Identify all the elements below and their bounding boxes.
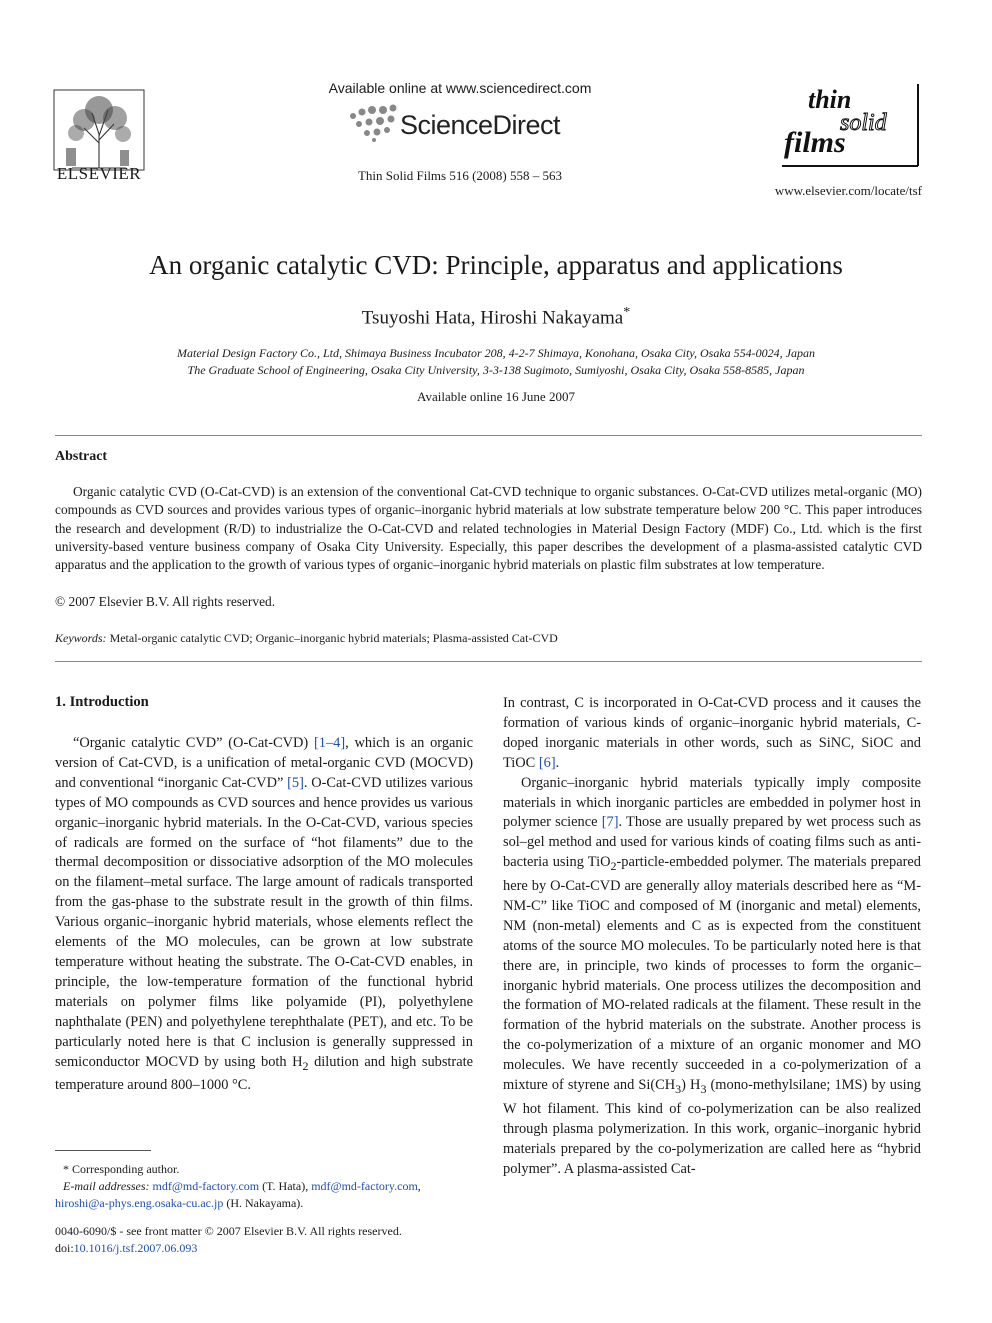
publisher-name: ELSEVIER (56, 164, 142, 183)
keywords-text: Metal-organic catalytic CVD; Organic–inorganic hybrid materials; Plasma-assisted Cat-CVD (106, 631, 558, 645)
corresponding-author-mark[interactable]: * (623, 305, 631, 320)
subscript: 2 (302, 1058, 309, 1073)
body-column-left (55, 734, 473, 1096)
reference-link[interactable]: [5] (287, 774, 304, 791)
divider-bottom (55, 661, 922, 662)
subscript: 3 (675, 1081, 682, 1096)
section-heading: 1. Introduction (55, 694, 149, 710)
abstract-text: Organic catalytic CVD (O-Cat-CVD) is an extension of the conventional Cat-CVD technique to organic substances. O-Cat-CVD utilizes metal-organic (MO) compounds as CVD sources and provides various types of organic–inorganic hybrid materials at low substrate temperature below 200 °C. This paper introduces the research and development (R/D) to industrialize the O-Cat-CVD and related technologies in Material Design Factory (MDF) Co., Ltd. which is the first university-based venture business company of Osaka City University. Especially, this paper describes the development of a plasma-assisted catalytic CVD apparatus and the application to the growth of various types of organic–inorganic hybrid materials on plastic film substrates at low temperature. (55, 484, 922, 573)
svg-text:films: films (784, 126, 846, 159)
subscript: 2 (610, 859, 617, 874)
email-link[interactable]: hiroshi@a-phys.eng.osaka-cu.ac.jp (55, 1196, 224, 1210)
divider-top (55, 435, 922, 436)
abstract-copyright: © 2007 Elsevier B.V. All rights reserved. (55, 594, 276, 609)
email-link[interactable]: mdf@md-factory.com (152, 1179, 260, 1193)
paragraph-text: (mono-methylsilane; 1MS) by using W hot filament. This kind of co-polymerization can be also realized through plasma polymerization. In this work, organic–inorganic hybrid materials prepared by the co-polymerization are called here as “hybrid polymer”. A plasma-assisted Cat- (503, 1077, 921, 1177)
paragraph-text: Organic–inorganic hybrid materials typically imply composite materials in which inorganic particles are embedded in polymer host in polymer science (503, 774, 921, 831)
paragraph-text: “Organic catalytic CVD” (O-Cat-CVD) (73, 735, 314, 751)
paragraph-text: . Those are usually prepared by wet process such as sol–gel method and used for various kinds of coating films such as anti-bacteria using TiO (503, 814, 922, 871)
reference-link[interactable]: [1–4] (313, 735, 346, 751)
author-names: Tsuyoshi Hata, Hiroshi Nakayama (361, 307, 624, 329)
paragraph-text: . O-Cat-CVD utilizes various types of MO compounds as CVD sources and hence provides us various organic–inorganic hybrid materials. In the O-Cat-CVD, various species of radicals are formed on the surface of “hot filaments” due to the thermal decomposition or dissociative adsorption of the MO molecules on the filament–metal surface. The large amount of radicals transported from the gas-phase to the substrate result in the growth of thin films. Various organic–inorganic hybrid materials, whose elements reflect the elements of the MO molecules, can be grown at low substrate temperature without heating the substrate. The O-Cat-CVD enables, in principle, the low-temperature formation of the functional hybrid materials on polymer films like polyamide (PI), polyethylene naphthalate (PEN) and polyethylene terephthalate (PET), and etc. To be particularly noted here is that C inclusion is generally suppressed in semiconductor MOCVD by using both H (55, 774, 473, 1070)
paragraph-text: , which is an organic version of Cat-CVD, is a unification of metal-organic CVD (MOCVD) and conventional “inorganic Cat-CVD” (55, 735, 473, 791)
sciencedirect-wordmark: ScienceDirect (400, 110, 561, 140)
reference-link[interactable]: [7] (601, 814, 619, 831)
footnote-divider (55, 1150, 151, 1151)
affiliation-2: The Graduate School of Engineering, Osaka City University, 3-3-138 Sugimoto, Sumiyoshi, Osaka City, Osaka 558-8585, Japan (187, 363, 805, 377)
paragraph-text: ) H (681, 1077, 701, 1094)
keywords (55, 631, 922, 646)
issn-line: 0040-6090/$ - see front matter © 2007 Elsevier B.V. All rights reserved. (55, 1224, 402, 1238)
front-matter (55, 1223, 473, 1257)
abstract-heading: Abstract (55, 449, 108, 464)
article-title: An organic catalytic CVD: Principle, apparatus and applications (149, 250, 843, 280)
paragraph-text: . (555, 754, 560, 771)
email-addresses-cont (55, 1195, 473, 1212)
footnotes (55, 1161, 473, 1212)
paragraph-text: dilution and high substrate temperature around 800–1000 °C. (55, 1053, 473, 1094)
available-online-date: Available online 16 June 2007 (417, 389, 575, 404)
available-online-banner: Available online at www.sciencedirect.com (328, 80, 592, 96)
email-note: (H. Nakayama). (223, 1196, 304, 1210)
author-list (40, 305, 952, 329)
email-addresses (55, 1178, 473, 1195)
svg-text:thin: thin (808, 85, 852, 114)
sciencedirect-dots-logo-icon (345, 102, 405, 142)
body-column-right (503, 694, 921, 1180)
paragraph-1-continued (503, 694, 921, 774)
journal-url-link[interactable]: www.elsevier.com/locate/tsf (774, 183, 922, 198)
corresponding-author-note: * Corresponding author. (63, 1162, 180, 1176)
paragraph-text: In contrast, C is incorporated in O-Cat-CVD process and it causes the formation of various kinds of organic–inorganic hybrid materials, C-doped inorganic materials in other words, such as SiNC, SiOC and TiOC (503, 695, 921, 771)
doi-link[interactable]: 10.1016/j.tsf.2007.06.093 (73, 1241, 198, 1255)
email-note: , (417, 1179, 421, 1193)
affiliation-1: Material Design Factory Co., Ltd, Shimaya Business Incubator 208, 4-2-7 Shimaya, Konohana, Osaka City, Osaka 554-0024, Japan (177, 346, 815, 360)
email-note: (T. Hata), (259, 1179, 312, 1193)
reference-link[interactable]: [6] (538, 754, 556, 771)
doi-label: doi: (55, 1241, 74, 1255)
email-label: E-mail addresses: (63, 1179, 150, 1193)
paragraph-1 (55, 734, 473, 1096)
journal-citation: Thin Solid Films 516 (2008) 558 – 563 (357, 168, 563, 183)
paragraph-2 (503, 774, 921, 1180)
keywords-label: Keywords: (55, 631, 107, 645)
doi-line (55, 1240, 473, 1257)
paragraph-text: -particle-embedded polymer. The materials prepared here by O-Cat-CVD are generally alloy materials described here as “M-NM-C” like TiOC and composed of M (inorganic and metal) elements, NM (non-metal) elements and C as is expected from the constituent atoms of the source MO molecules. To be particularly noted here is that there are, in principle, two kinds of processes to form the organic–inorganic hybrid materials. One process utilizes the decomposition and the formation of MO-related radicals at the filament. These result in the formation of the hybrid materials on the substrate. Another process is the co-polymerization of a mixture of an organic monomer and MO molecules. We have recently succeeded in a co-polymerization of a mixture of styrene and Si(CH (503, 854, 921, 1094)
subscript: 3 (700, 1081, 707, 1096)
email-link[interactable]: mdf@md-factory.com (311, 1179, 418, 1193)
thin-solid-films-logo-icon (780, 80, 920, 168)
svg-text:solid: solid (840, 110, 887, 136)
